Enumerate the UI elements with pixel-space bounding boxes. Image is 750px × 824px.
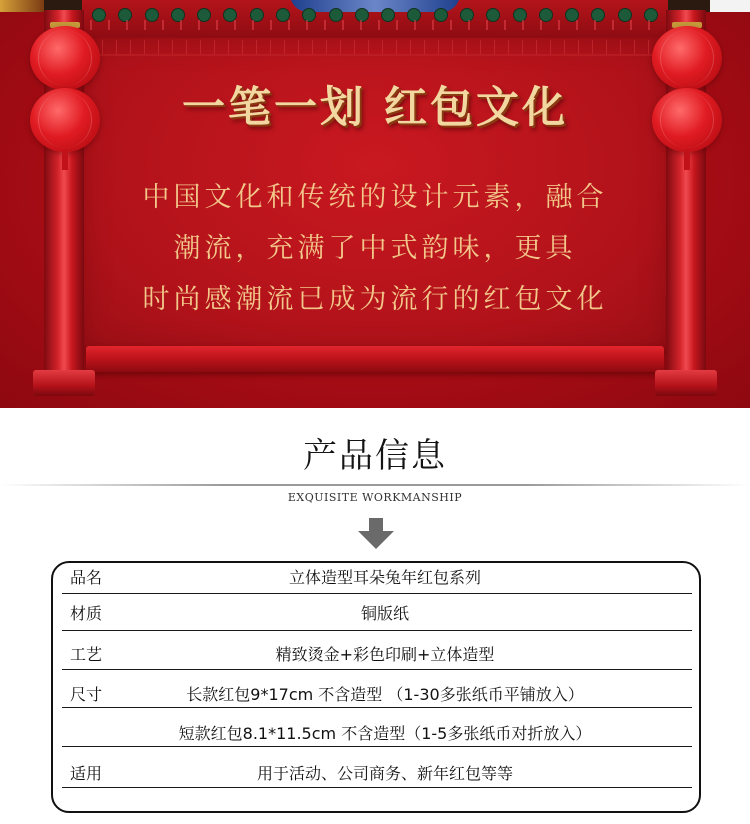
row-value-material: 铜版纸: [360, 604, 409, 623]
row-value-size-short: 短款红包8.1*11.5cm 不含造型（1-5多张纸币对折放入）: [178, 724, 592, 743]
panel-lattice: [88, 40, 662, 56]
row-value-craft: 精致烫金+彩色印刷+立体造型: [275, 645, 495, 664]
section-divider: [0, 484, 750, 486]
section-title: 产品信息: [303, 436, 447, 476]
right-pillar-base: [655, 370, 717, 396]
banner-title: 一笔一划 红包文化: [182, 83, 568, 133]
row-label-usage: 适用: [70, 764, 103, 783]
banner-body: [0, 172, 750, 325]
banner-body-line: 潮流，充满了中式韵味，更具: [173, 233, 577, 264]
left-pillar-base: [33, 370, 95, 396]
row-divider: [62, 630, 692, 631]
section-subtitle: EXQUISITE WORKMANSHIP: [287, 491, 463, 504]
corner-decor: [710, 0, 750, 12]
row-value-size-long: 长款红包9*17cm 不含造型 （1-30多张纸币平铺放入）: [186, 685, 584, 704]
dragon-decor: [0, 0, 44, 12]
roof-lattice: [90, 20, 660, 30]
banner-body-line: 时尚感潮流已成为流行的红包文化: [142, 284, 608, 315]
hero-banner: [0, 0, 750, 408]
row-value-usage: 用于活动、公司商务、新年红包等等: [256, 764, 513, 783]
row-divider: [62, 787, 692, 788]
row-divider: [62, 593, 692, 594]
row-divider: [62, 669, 692, 670]
row-label-size: 尺寸: [70, 685, 103, 704]
scroll-roller: [86, 346, 664, 372]
row-divider: [62, 746, 692, 747]
lantern-tassel: [62, 150, 68, 170]
lantern-tassel: [684, 150, 690, 170]
row-label-craft: 工艺: [70, 645, 103, 664]
arrow-down-icon: [358, 518, 394, 550]
row-divider: [62, 707, 692, 708]
row-label-name: 品名: [70, 568, 103, 587]
row-label-material: 材质: [70, 604, 103, 623]
row-value-name: 立体造型耳朵兔年红包系列: [288, 568, 481, 587]
banner-body-line: 中国文化和传统的设计元素，融合: [142, 182, 608, 213]
